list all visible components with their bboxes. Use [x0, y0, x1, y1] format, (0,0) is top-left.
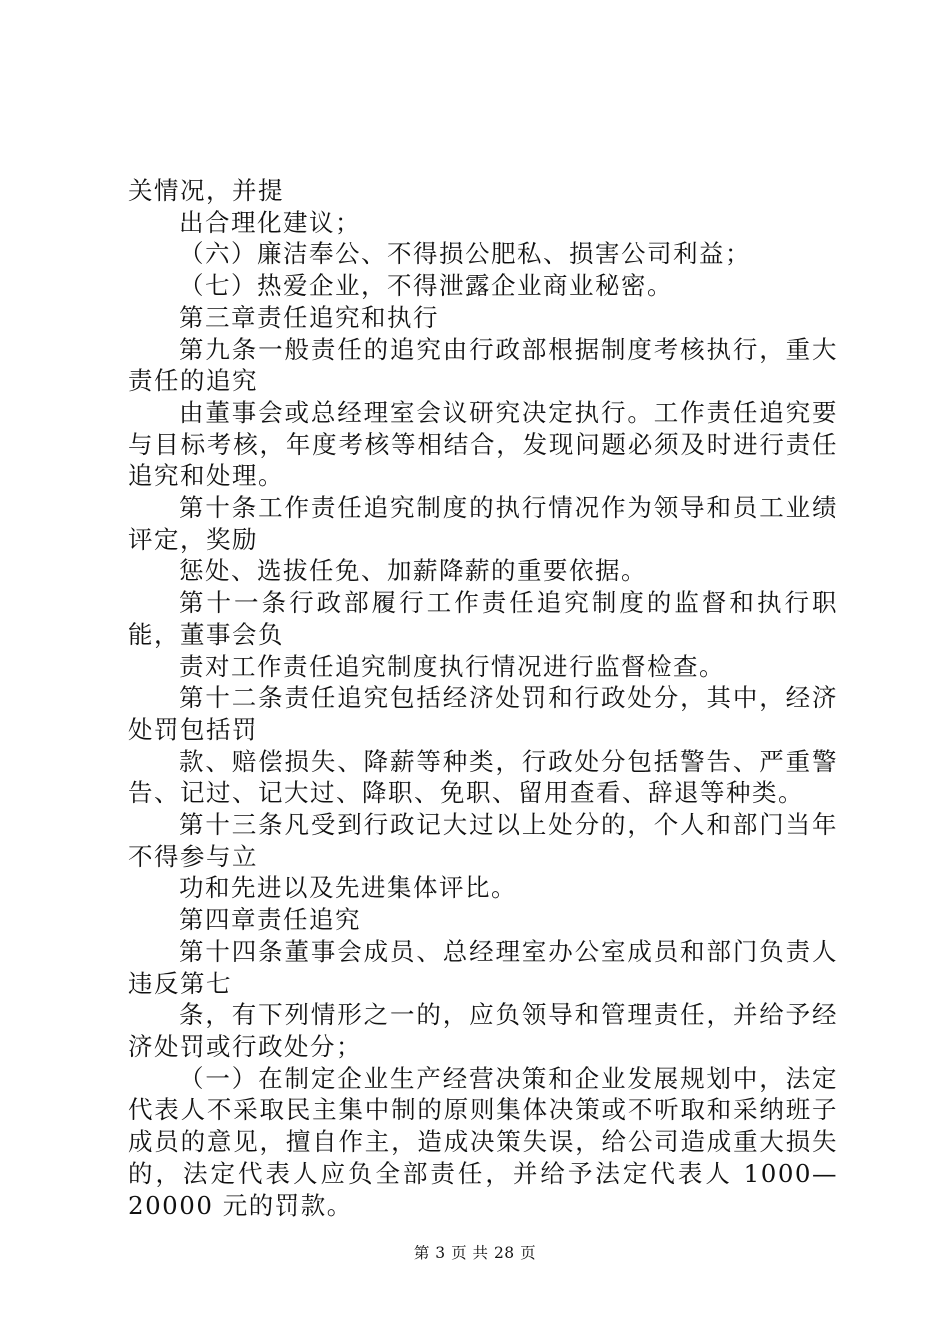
paragraph-3: （六）廉洁奉公、不得损公肥私、损害公司利益；	[179, 239, 751, 269]
chapter-heading-4: 第四章责任追究	[179, 905, 361, 935]
article-9: 第九条一般责任的追究由行政部根据制度考核执行，重大责任的追究	[128, 334, 838, 396]
article-13-continued: 功和先进以及先进集体评比。	[179, 873, 517, 903]
article-14-item-1: （一）在制定企业生产经营决策和企业发展规划中，法定代表人不采取民主集中制的原则集体决策或不听取和采纳班子成员的意见，擅自作主，造成决策失误，给公司造成重大损失的，法定代表人应负全部责任，并给予法定代表人 1000—20000 元的罚款。	[128, 1063, 838, 1220]
paragraph-4: （七）热爱企业，不得泄露企业商业秘密。	[179, 271, 673, 301]
document-body	[128, 175, 838, 1221]
article-11: 第十一条行政部履行工作责任追究制度的监督和执行职能，董事会负	[128, 588, 838, 649]
article-14: 第十四条董事会成员、总经理室办公室成员和部门负责人违反第七	[128, 936, 838, 998]
article-11-continued: 责对工作责任追究制度执行情况进行监督检查。	[179, 651, 725, 681]
article-10: 第十条工作责任追究制度的执行情况作为领导和员工业绩评定，奖励	[128, 493, 838, 554]
article-12-continued: 款、赔偿损失、降薪等种类，行政处分包括警告、严重警告、记过、记大过、降职、免职、留用查看、辞退等种类。	[128, 746, 838, 808]
article-9-continued: 由董事会或总经理室会议研究决定执行。工作责任追究要与目标考核，年度考核等相结合，发现问题必须及时进行责任追究和处理。	[128, 397, 838, 491]
paragraph-2: 出合理化建议；	[179, 207, 361, 237]
page-number: 第 3 页 共 28 页	[413, 1244, 537, 1262]
article-10-continued: 惩处、选拔任免、加薪降薪的重要依据。	[179, 556, 647, 586]
article-12: 第十二条责任追究包括经济处罚和行政处分，其中，经济处罚包括罚	[128, 683, 838, 744]
paragraph-1: 关情况，并提	[128, 176, 284, 205]
article-13: 第十三条凡受到行政记大过以上处分的，个人和部门当年不得参与立	[128, 810, 838, 871]
article-14-continued: 条，有下列情形之一的，应负领导和管理责任，并给予经济处罚或行政处分；	[128, 1000, 838, 1061]
chapter-heading-3: 第三章责任追究和执行	[179, 302, 439, 332]
page-footer	[0, 1241, 950, 1263]
